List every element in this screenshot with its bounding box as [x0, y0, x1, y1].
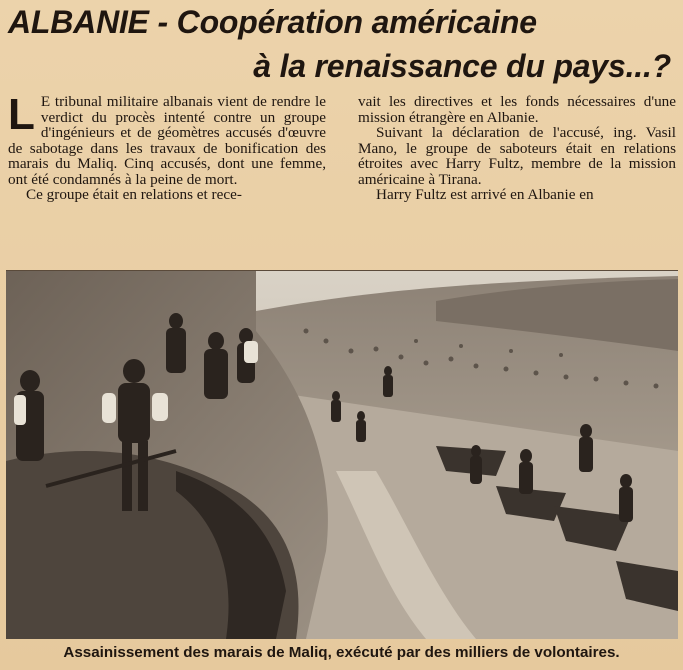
article-paragraph: Suivant la déclaration de l'accusé, ing. Vasil Mano, le groupe de saboteurs était en relations étroites avec Harry Fultz, membre de la mission américaine à Tirana.	[358, 124, 676, 188]
headline-line-1: ALBANIE - Coopération américaine	[8, 4, 537, 40]
article-text: E tribunal militaire albanais vient de rendre le verdict du procès intenté contre un groupe d'ingénieurs et de géomètres accusés d'œuvre de sabotage dans les travaux de bonification des marais du Maliq. Cinq accusés, dont une femme, ont été condamnés à la peine de mort.	[8, 93, 326, 188]
article-column-right	[358, 94, 676, 203]
article-paragraph	[8, 90, 326, 188]
drop-cap: L	[8, 90, 35, 139]
photo-caption: Assainissement des marais de Maliq, exécuté par des milliers de volontaires.	[63, 644, 620, 661]
article-paragraph: Harry Fultz est arrivé en Albanie en	[376, 186, 594, 203]
news-photo	[6, 270, 678, 639]
article-paragraph: Ce groupe était en relations et rece-	[26, 186, 242, 203]
article-paragraph: vait les directives et les fonds nécessaires d'une mission étrangère en Albanie.	[358, 93, 676, 126]
article-column-left	[8, 90, 326, 203]
news-photo-image	[6, 271, 678, 639]
headline-line-2: à la renaissance du pays...?	[253, 48, 671, 84]
